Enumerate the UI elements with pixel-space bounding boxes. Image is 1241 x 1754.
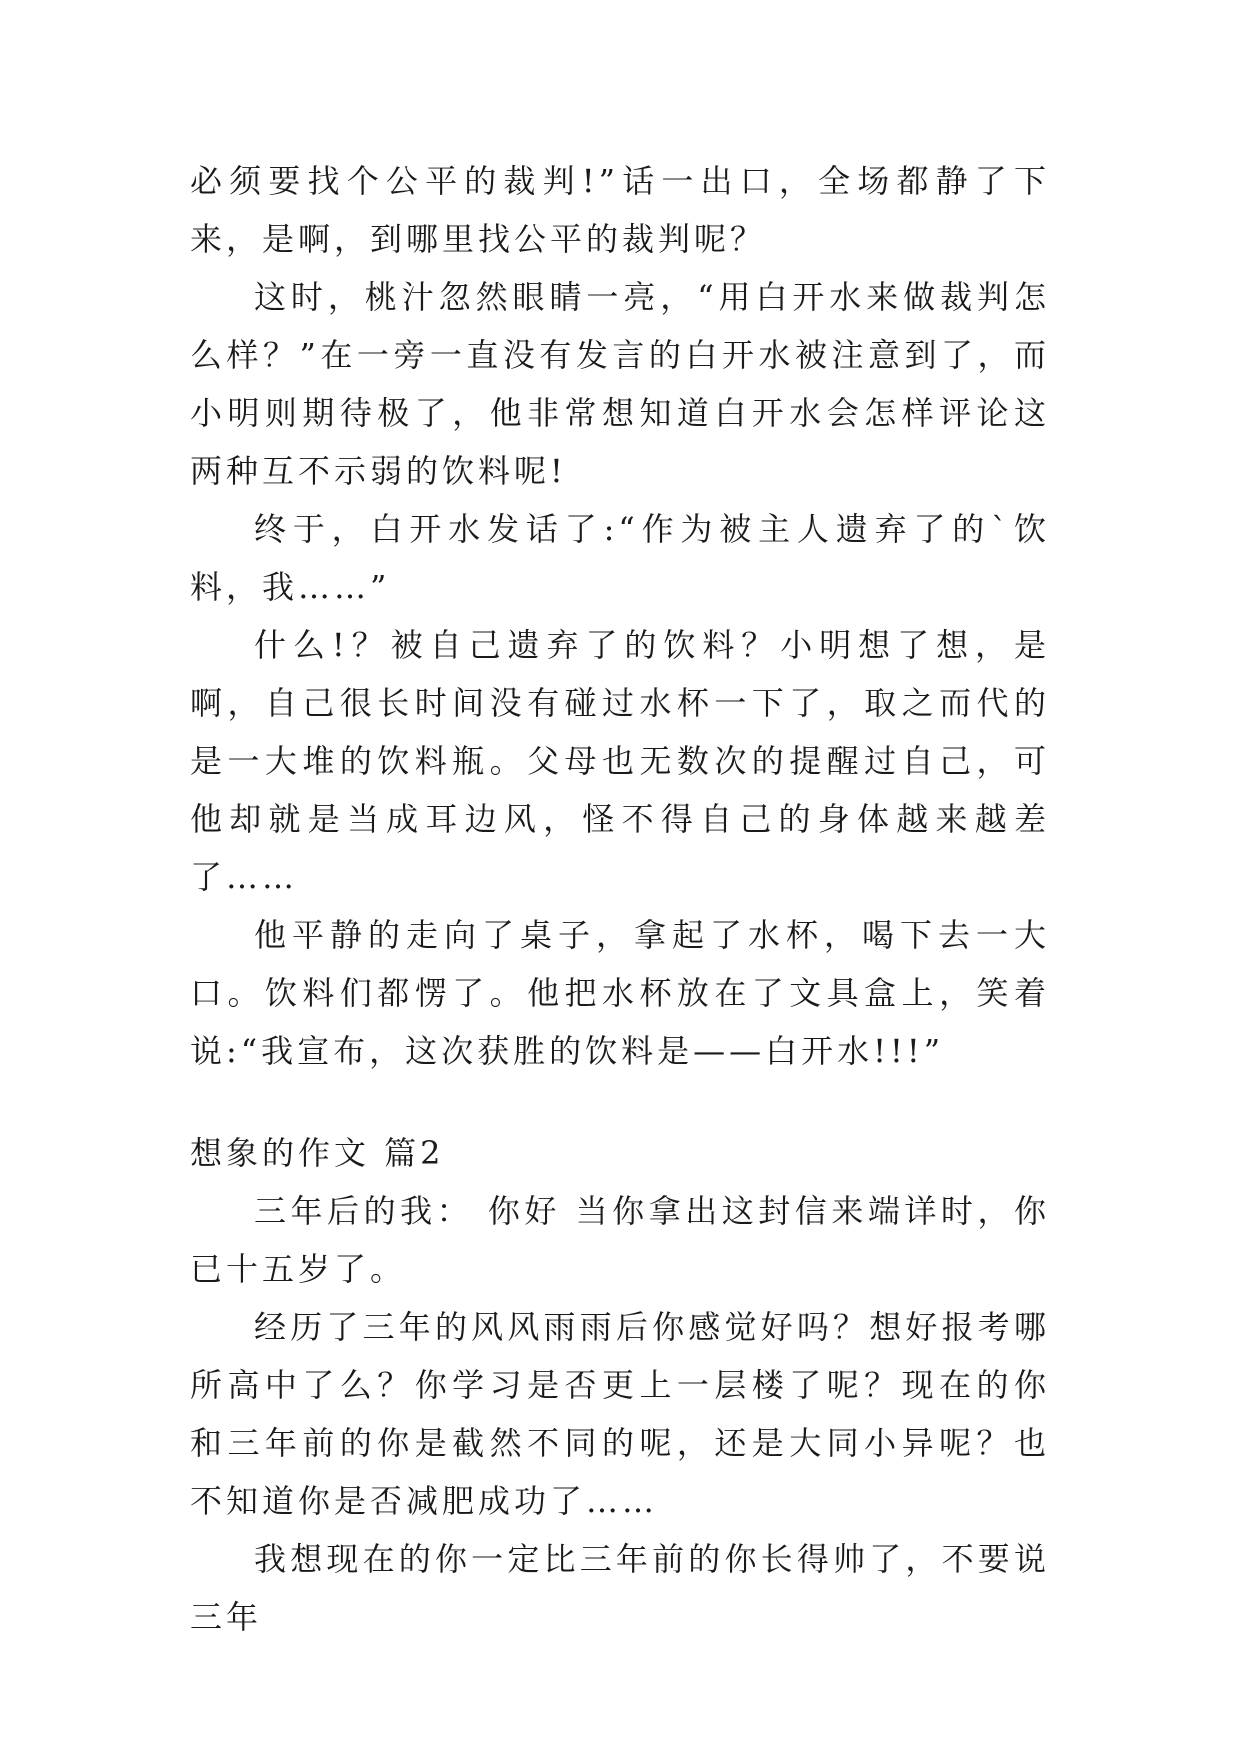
paragraph: 他平静的走向了桌子，拿起了水杯，喝下去一大口。饮料们都愣了。他把水杯放在了文具盒上，笑着说:“我宣布，这次获胜的饮料是——白开水!!!” xyxy=(190,916,1050,1070)
section-heading: 想象的作文 篇2 xyxy=(190,1134,445,1172)
document-body xyxy=(190,152,1050,1646)
paragraph: 终于，白开水发话了:“作为被主人遗弃了的`饮料，我……” xyxy=(190,510,1050,606)
paragraph: 我想现在的你一定比三年前的你长得帅了，不要说三年 xyxy=(190,1540,1050,1636)
paragraph: 经历了三年的风风雨雨后你感觉好吗？想好报考哪所高中了么？你学习是否更上一层楼了呢？现在的你和三年前的你是截然不同的呢，还是大同小异呢？也不知道你是否减肥成功了…… xyxy=(190,1308,1050,1520)
paragraph: 三年后的我： 你好 当你拿出这封信来端详时，你已十五岁了。 xyxy=(190,1192,1050,1288)
paragraph: 这时，桃汁忽然眼睛一亮，“用白开水来做裁判怎么样？”在一旁一直没有发言的白开水被注意到了，而小明则期待极了，他非常想知道白开水会怎样评论这两种互不示弱的饮料呢! xyxy=(190,278,1050,490)
paragraph: 必须要找个公平的裁判!”话一出口，全场都静了下来，是啊，到哪里找公平的裁判呢？ xyxy=(190,162,1050,258)
paragraph: 什么!？被自己遗弃了的饮料？小明想了想，是啊，自己很长时间没有碰过水杯一下了，取之而代的是一大堆的饮料瓶。父母也无数次的提醒过自己，可他却就是当成耳边风，怪不得自己的身体越来越差了…… xyxy=(190,626,1050,896)
